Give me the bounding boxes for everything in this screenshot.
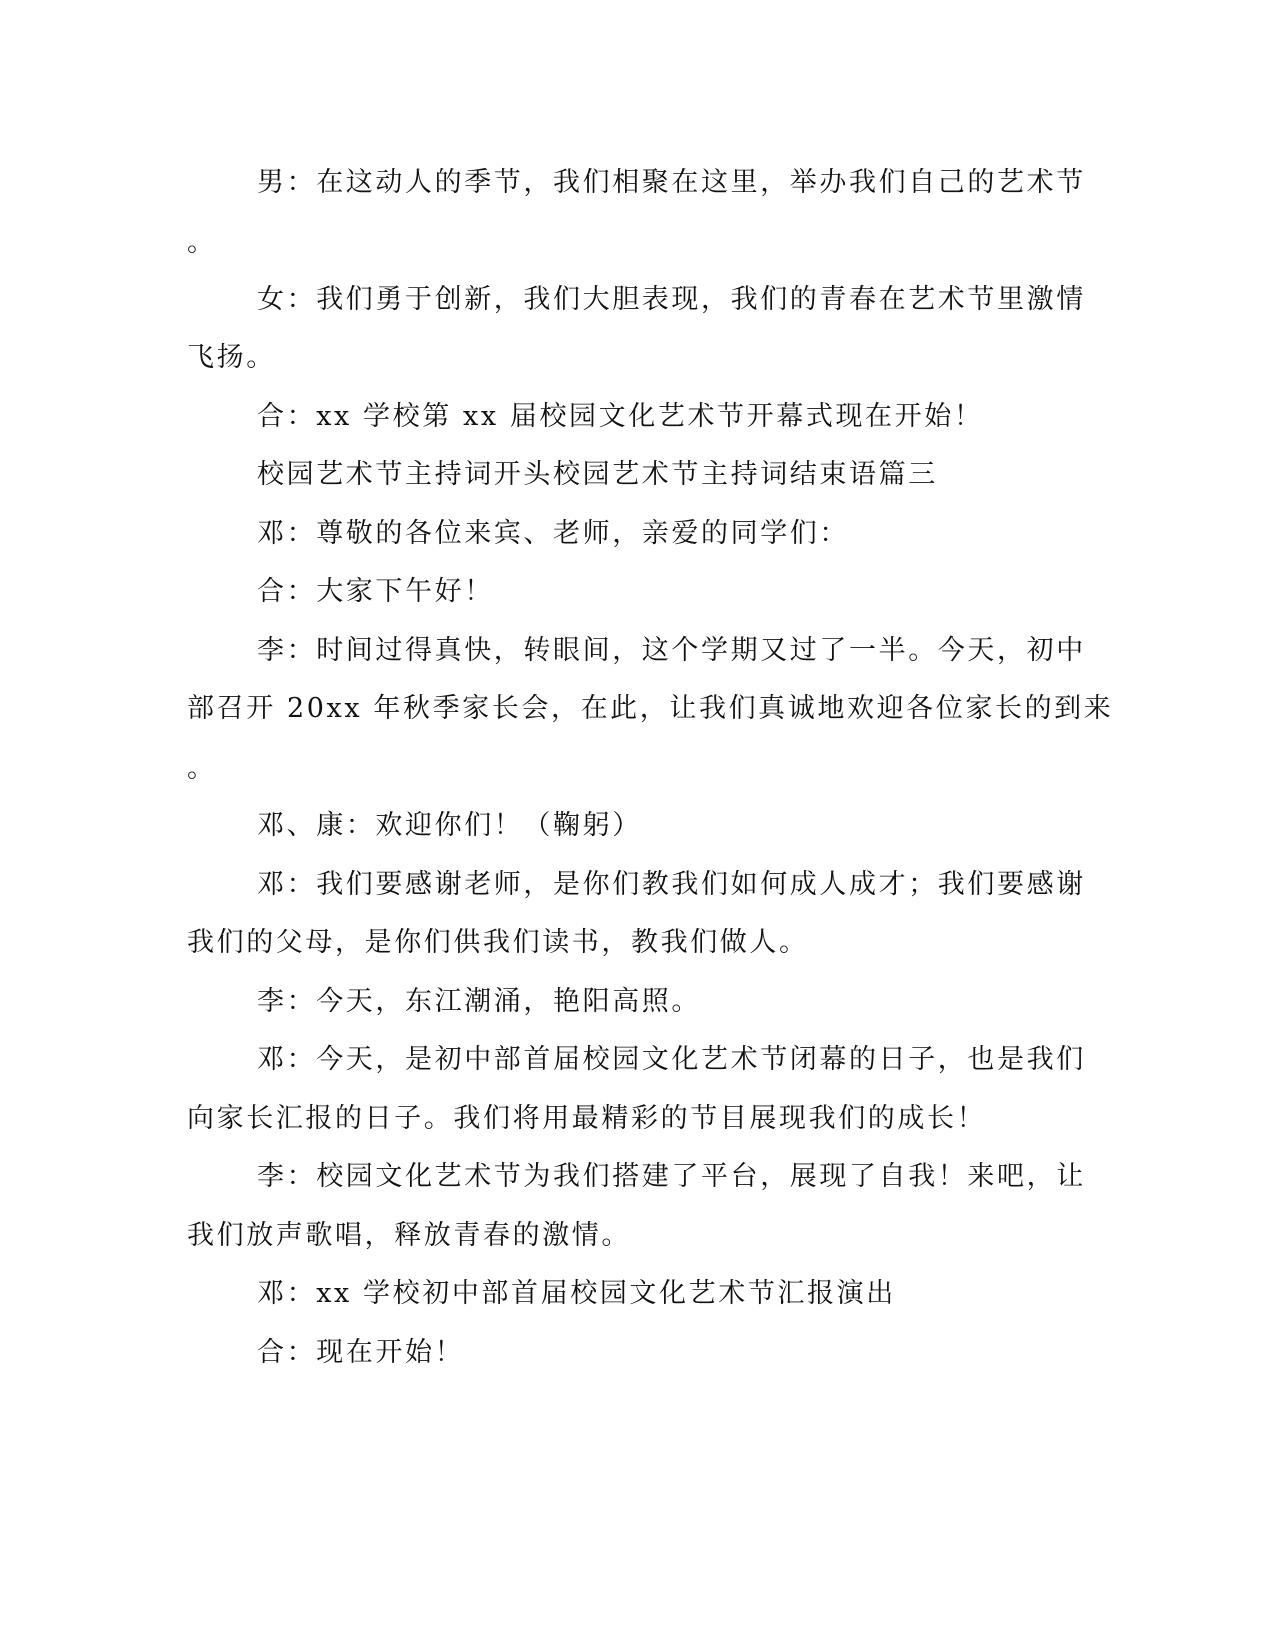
paragraph-line: 邓：尊敬的各位来宾、老师，亲爱的同学们： [257,518,849,549]
paragraph-line: 李：校园文化艺术节为我们搭建了平台，展现了自我！来吧，让 [257,1161,1086,1192]
paragraph-line: 飞扬。 [187,342,276,373]
paragraph-line: 男：在这动人的季节，我们相聚在这里，举办我们自己的艺术节 [257,167,1086,198]
paragraph-line: 我们放声歌唱，释放青春的激情。 [187,1220,631,1251]
paragraph-line: 。 [187,753,217,784]
paragraph-line: 李：时间过得真快，转眼间，这个学期又过了一半。今天，初中 [257,635,1086,666]
paragraph-line: 。 [187,227,217,258]
paragraph-line: 合：现在开始！ [257,1337,465,1368]
paragraph-line: 向家长汇报的日子。我们将用最精彩的节目展现我们的成长！ [187,1103,987,1134]
paragraph-line: 邓：今天，是初中部首届校园文化艺术节闭幕的日子，也是我们 [257,1044,1086,1075]
paragraph-line: 合：大家下午好！ [257,576,494,607]
paragraph-line: 邓：xx 学校初中部首届校园文化艺术节汇报演出 [257,1278,896,1309]
paragraph-line: 合：xx 学校第 xx 届校园文化艺术节开幕式现在开始！ [257,401,984,432]
paragraph-line: 邓、康：欢迎你们！（鞠躬） [257,810,642,841]
paragraph-line: 邓：我们要感谢老师，是你们教我们如何成人成才；我们要感谢 [257,869,1086,900]
paragraph-line: 女：我们勇于创新，我们大胆表现，我们的青春在艺术节里激情 [257,284,1086,315]
paragraph-line: 我们的父母，是你们供我们读书，教我们做人。 [187,927,809,958]
section-heading: 校园艺术节主持词开头校园艺术节主持词结束语篇三 [257,459,938,490]
paragraph-line: 李：今天，东江潮涌，艳阳高照。 [257,986,701,1017]
paragraph-line: 部召开 20xx 年秋季家长会，在此，让我们真诚地欢迎各位家长的到来 [187,693,1114,724]
